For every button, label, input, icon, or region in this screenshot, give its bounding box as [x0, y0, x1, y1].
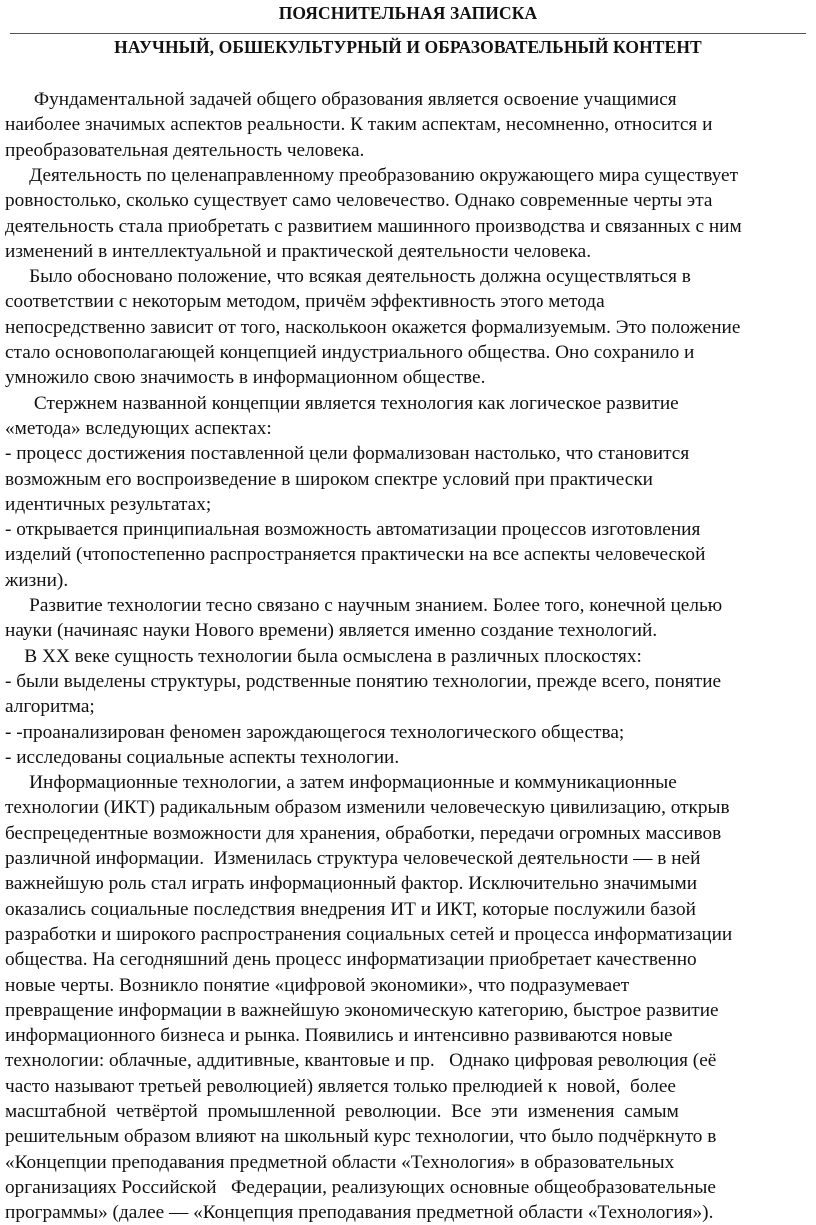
text-line: жизни).	[5, 569, 69, 591]
text-line: алгоритма;	[5, 696, 95, 718]
text-line: умножило свою значимость в информационном обществе.	[5, 367, 486, 389]
text-line: общества. На сегодняшний день процесс информатизации приобретает качественно	[5, 949, 697, 971]
text-line: науки (начинаяс науки Нового времени) является именно создание технологий.	[5, 620, 658, 642]
text-line: оказались социальные последствия внедрения ИТ и ИКТ, которые послужили базой	[5, 898, 696, 920]
text-line: решительным образом влияют на школьный курс технологии, что было подчёркнуто в	[5, 1126, 717, 1148]
text-line: - были выделены структуры, родственные понятию технологии, прежде всего, понятие	[5, 670, 722, 692]
text-line: Стержнем названной концепции является технология как логическое развитие	[5, 392, 679, 414]
text-line: новые черты. Возникло понятие «цифровой экономики», что подразумевает	[5, 974, 630, 996]
text-line: наиболее значимых аспектов реальности. К таким аспектам, несомненно, относится и	[5, 114, 713, 136]
text-line: Информационные технологии, а затем информационные и коммуникационные	[5, 772, 677, 794]
text-line: идентичных результатах;	[5, 493, 212, 515]
text-line: важнейшую роль стал играть информационный фактор. Исключительно значимыми	[5, 873, 698, 895]
text-line: ровностолько, сколько существует само человечество. Однако современные черты эта	[5, 190, 713, 212]
text-line: возможным его воспроизведение в широком спектре условий при практически	[5, 468, 654, 490]
text-line: непосредственно зависит от того, насколькоон окажется формализуемым. Это положение	[5, 316, 741, 338]
text-line: - открывается принципиальная возможность автоматизации процессов изготовления	[5, 519, 701, 541]
text-line: Было обосновано положение, что всякая деятельность должна осуществляться в	[5, 266, 691, 288]
text-line: технологии (ИКТ) радикальным образом изменили человеческую цивилизацию, открыв	[5, 797, 730, 819]
text-line: - процесс достижения поставленной цели формализован настолько, что становится	[5, 443, 690, 465]
text-line: изделий (чтопостепенно распространяется практически на все аспекты человеческой	[5, 544, 706, 566]
text-line: часто называют третьей революцией) является только прелюдией к новой, более	[5, 1075, 676, 1097]
title-divider	[10, 33, 806, 34]
text-line: масштабной четвёртой промышленной революции. Все эти изменения самым	[5, 1101, 679, 1122]
text-line: разработки и широкого распространения социальных сетей и процесса информатизации	[5, 923, 733, 945]
text-line: превращение информации в важнейшую экономическую категорию, быстрое развитие	[5, 999, 719, 1021]
text-line: Развитие технологии тесно связано с научным знанием. Более того, конечной целью	[5, 595, 723, 616]
text-line: - исследованы социальные аспекты технологии.	[5, 746, 400, 768]
text-line: беспрецедентные возможности для хранения, обработки, передачи огромных массивов	[5, 822, 722, 844]
text-line: Деятельность по целенаправленному преобразованию окружающего мира существует	[5, 164, 739, 186]
text-line: изменений в интеллектуальной и практической деятельности человека.	[5, 240, 592, 262]
text-line: деятельность стала приобретать с развитием машинного производства и связанных с ним	[5, 215, 742, 237]
text-line: Фундаментальной задачей общего образования является освоение учащимися	[5, 89, 677, 110]
text-line: информационного бизнеса и рынка. Появились и интенсивно развиваются новые	[5, 1025, 673, 1047]
text-line: различной информации. Изменилась структура человеческой деятельности — в ней	[5, 848, 701, 869]
section-subtitle: НАУЧНЫЙ, ОБШЕКУЛЬТУРНЫЙ И ОБРАЗОВАТЕЛЬНЫЙ КОНТЕНТ	[114, 37, 702, 57]
text-line: - -проанализирован феномен зарождающегося технологического общества;	[5, 721, 625, 743]
text-line: преобразовательная деятельность человека.	[5, 139, 365, 161]
text-line: стало основополагающей концепцией индустриального общества. Оно сохранило и	[5, 342, 695, 363]
text-line: программы» (далее — «Концепция преподавания предметной области «Технология»).	[5, 1202, 714, 1224]
text-line: технологии: облачные, аддитивные, квантовые и пр. Однако цифровая революция (её	[5, 1050, 717, 1072]
page-title: ПОЯСНИТЕЛЬНАЯ ЗАПИСКА	[278, 3, 538, 23]
text-line: «Концепции преподавания предметной области «Технология» в образовательных	[5, 1151, 675, 1173]
text-line: соответствии с некоторым методом, причём эффективность этого метода	[5, 291, 605, 313]
text-line: В XX веке сущность технологии была осмыслена в различных плоскостях:	[5, 645, 642, 667]
text-line: «метода» вследующих аспектах:	[5, 417, 272, 439]
text-line: организациях Российской Федерации, реализующих основные общеобразовательные	[5, 1176, 716, 1198]
